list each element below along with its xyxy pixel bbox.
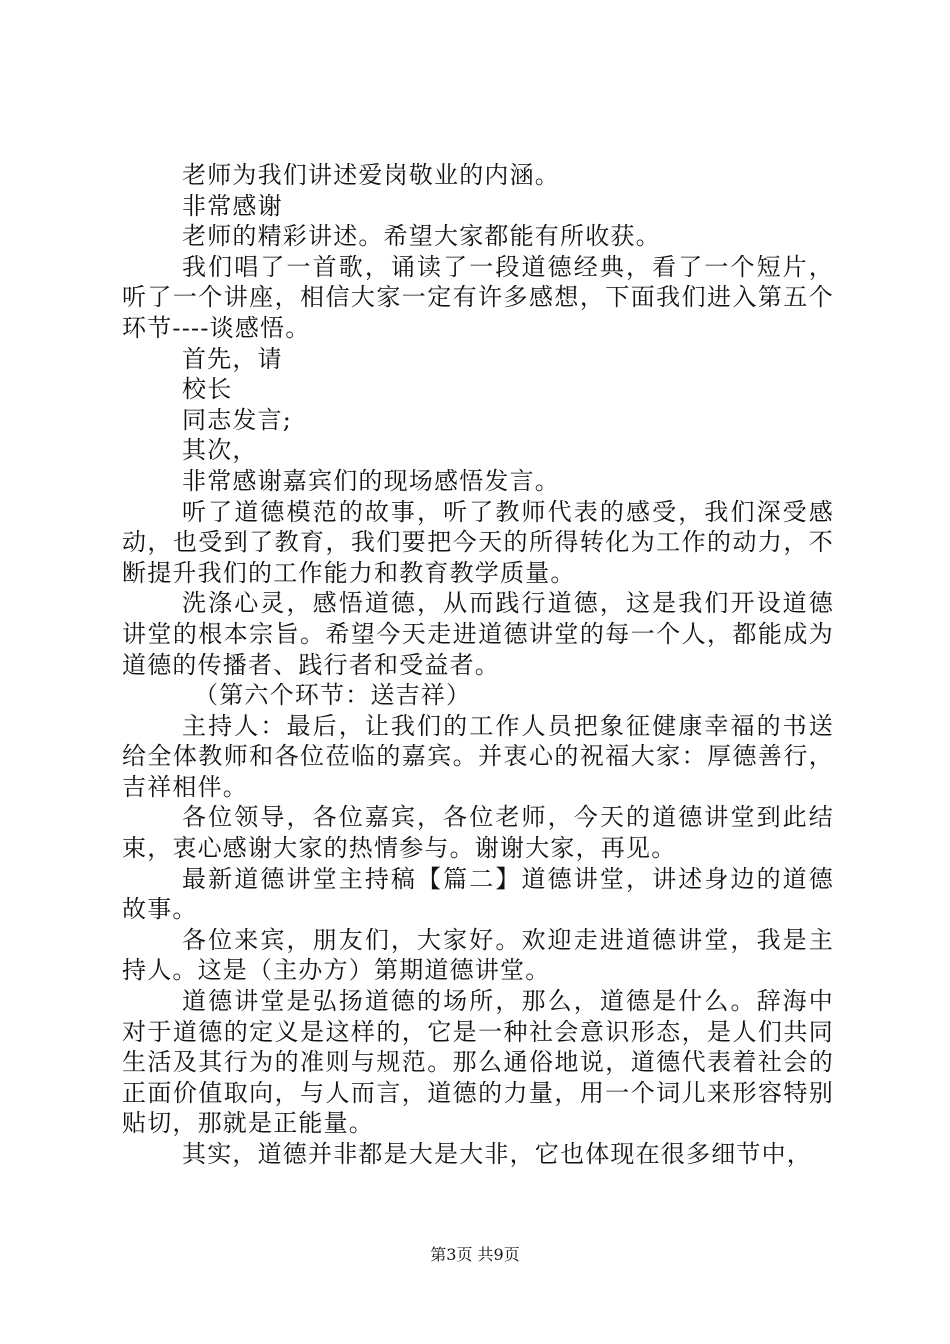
paragraph: 其实，道德并非都是大是大非，它也体现在很多细节中， [182, 1140, 812, 1168]
paragraph: 首先，请 [182, 344, 283, 373]
paragraph: 听了道德模范的故事，听了教师代表的感受，我们深受感动，也受到了教育，我们要把今天的所得转化为工作的动力，不断提升我们的工作能力和教育教学质量。 [122, 497, 834, 587]
paragraph: 非常感谢 [182, 191, 283, 220]
paragraph: 各位领导，各位嘉宾，各位老师，今天的道德讲堂到此结束，衷心感谢大家的热情参与。谢谢大家，再见。 [122, 803, 834, 863]
document-body [122, 160, 834, 1170]
paragraph: 同志发言; [182, 405, 293, 434]
paragraph: 最新道德讲堂主持稿【篇二】道德讲堂，讲述身边的道德故事。 [122, 864, 834, 924]
paragraph: 其次， [182, 436, 258, 465]
paragraph: 非常感谢嘉宾们的现场感悟发言。 [182, 466, 560, 495]
section-heading: （第六个环节：送吉祥） [194, 681, 472, 710]
paragraph: 我们唱了一首歌，诵读了一段道德经典，看了一个短片，听了一个讲座，相信大家一定有许多感想，下面我们进入第五个环节----谈感悟。 [122, 252, 834, 342]
page-footer: 第3页 共9页 [430, 1245, 520, 1264]
paragraph: 老师的精彩讲述。希望大家都能有所收获。 [182, 222, 661, 251]
paragraph: 洗涤心灵，感悟道德，从而践行道德，这是我们开设道德讲堂的根本宗旨。希望今天走进道德讲堂的每一个人，都能成为道德的传播者、践行者和受益者。 [122, 589, 834, 679]
paragraph: 老师为我们讲述爱岗敬业的内涵。 [182, 161, 560, 189]
paragraph: 各位来宾，朋友们，大家好。欢迎走进道德讲堂，我是主持人。这是（主办方）第期道德讲堂。 [122, 925, 834, 985]
paragraph: 主持人：最后，让我们的工作人员把象征健康幸福的书送给全体教师和各位莅临的嘉宾。并衷心的祝福大家：厚德善行，吉祥相伴。 [122, 711, 834, 801]
paragraph: 校长 [182, 375, 233, 404]
paragraph: 道德讲堂是弘扬道德的场所，那么，道德是什么。辞海中对于道德的定义是这样的，它是一种社会意识形态，是人们共同生活及其行为的准则与规范。那么通俗地说，道德代表着社会的正面价值取向，与人而言，道德的力量，用一个词儿来形容特别贴切，那就是正能量。 [122, 987, 834, 1138]
